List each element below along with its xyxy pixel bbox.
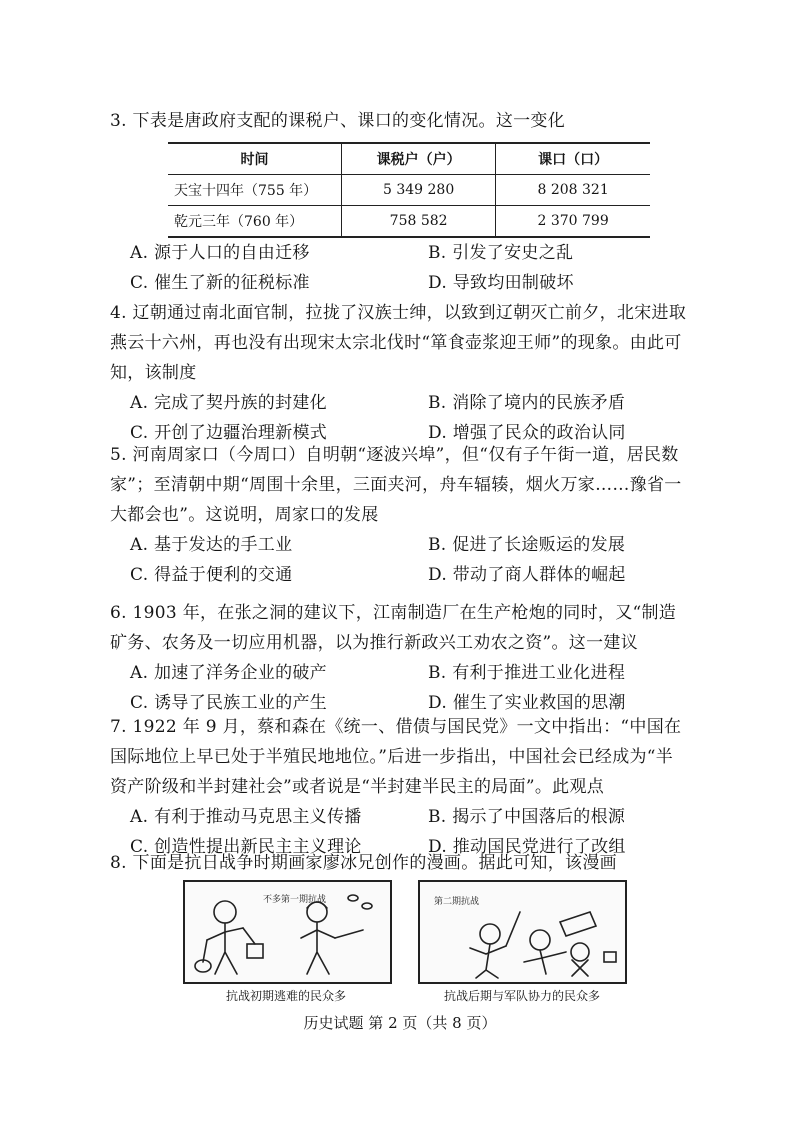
option-d[interactable]: D. 增强了民众的政治认同	[428, 423, 626, 443]
cartoon-left	[183, 880, 392, 984]
table-header: 课口（口）	[496, 143, 650, 175]
option-c[interactable]: C. 开创了边疆治理新模式	[130, 423, 328, 443]
option-b[interactable]: B. 促进了长途贩运的发展	[428, 535, 626, 555]
question-8	[110, 848, 690, 878]
question-6	[110, 598, 690, 718]
question-text: 6. 1903 年，在张之洞的建议下，江南制造厂在生产枪炮的同时，又“制造矿务、农务及一切应用机器，以为推行新政兴工劝农之资”。这一建议	[110, 603, 677, 653]
table-row	[168, 175, 650, 206]
cartoon-right-drawing	[420, 882, 625, 982]
table-cell: 758 582	[342, 206, 496, 238]
cartoon-left-caption: 抗战初期逃难的民众多	[226, 989, 347, 1003]
table-cell: 天宝十四年（755 年）	[168, 175, 342, 206]
question-5	[110, 440, 690, 590]
option-b[interactable]: B. 消除了境内的民族矛盾	[428, 393, 626, 413]
options	[110, 658, 690, 718]
option-a[interactable]: A. 源于人口的自由迁移	[130, 243, 310, 263]
option-b[interactable]: B. 引发了安史之乱	[428, 243, 574, 263]
table-header: 课税户（户）	[342, 143, 496, 175]
options	[110, 530, 690, 590]
question-text: 7. 1922 年 9 月，蔡和森在《统一、借债与国民党》一文中指出：“中国在国际地位上早已处于半殖民地地位。”后进一步指出，中国社会已经成为“半资产阶级和半封建社会”或者说是“半封建半民主的局面”。此观点	[110, 717, 682, 797]
table-cell: 8 208 321	[496, 175, 650, 206]
option-d[interactable]: D. 催生了实业救国的思潮	[428, 693, 626, 713]
option-a[interactable]: A. 基于发达的手工业	[130, 535, 293, 555]
question-3	[110, 106, 690, 136]
cartoon-right	[418, 880, 627, 984]
table-header-row	[168, 143, 650, 175]
option-a[interactable]: A. 完成了契丹族的封建化	[130, 393, 327, 413]
option-b[interactable]: B. 有利于推进工业化进程	[428, 663, 626, 683]
tax-table	[168, 142, 650, 238]
options	[110, 238, 690, 298]
option-c[interactable]: C. 催生了新的征税标准	[130, 273, 310, 293]
cartoon-left-inscription: 不多第一期抗战	[263, 895, 327, 905]
question-3-options	[110, 238, 690, 298]
question-text: 4. 辽朝通过南北面官制，拉拢了汉族士绅，以致到辽朝灭亡前夕，北宋进取燕云十六州，再也没有出现宋太宗北伐时“箪食壶浆迎王师”的现象。由此可知，该制度	[110, 303, 687, 383]
table-cell: 5 349 280	[342, 175, 496, 206]
option-c[interactable]: C. 诱导了民族工业的产生	[130, 693, 328, 713]
option-d[interactable]: D. 推动国民党进行了改组	[428, 837, 626, 857]
cartoon-right-caption: 抗战后期与军队协力的民众多	[444, 989, 601, 1003]
option-a[interactable]: A. 加速了洋务企业的破产	[130, 663, 327, 683]
option-d[interactable]: D. 带动了商人群体的崛起	[428, 565, 626, 585]
question-4	[110, 298, 690, 448]
table-header: 时间	[168, 143, 342, 175]
option-c[interactable]: C. 创造性提出新民主主义理论	[130, 837, 362, 857]
question-text: 3. 下表是唐政府支配的课税户、课口的变化情况。这一变化	[110, 111, 566, 131]
table-cell: 乾元三年（760 年）	[168, 206, 342, 238]
options	[110, 388, 690, 448]
cartoon-left-drawing	[185, 882, 390, 982]
option-c[interactable]: C. 得益于便利的交通	[130, 565, 293, 585]
question-text: 8. 下面是抗日战争时期画家廖冰兄创作的漫画。据此可知，该漫画	[110, 853, 617, 873]
cartoon-right-inscription: 第二期抗战	[434, 897, 480, 907]
table-row	[168, 206, 650, 238]
option-a[interactable]: A. 有利于推动马克思主义传播	[130, 807, 362, 827]
question-text: 5. 河南周家口（今周口）自明朝“逐波兴埠”，但“仅有子午街一道，居民数家”；至清朝中期“周围十余里，三面夹河，舟车辐辏，烟火万家……豫省一大都会也”。这说明，周家口的发展	[110, 445, 682, 525]
option-b[interactable]: B. 揭示了中国落后的根源	[428, 807, 626, 827]
page-footer: 历史试题 第 2 页（共 8 页）	[303, 1014, 497, 1032]
option-d[interactable]: D. 导致均田制破坏	[428, 273, 574, 293]
question-7	[110, 712, 690, 862]
table-cell: 2 370 799	[496, 206, 650, 238]
